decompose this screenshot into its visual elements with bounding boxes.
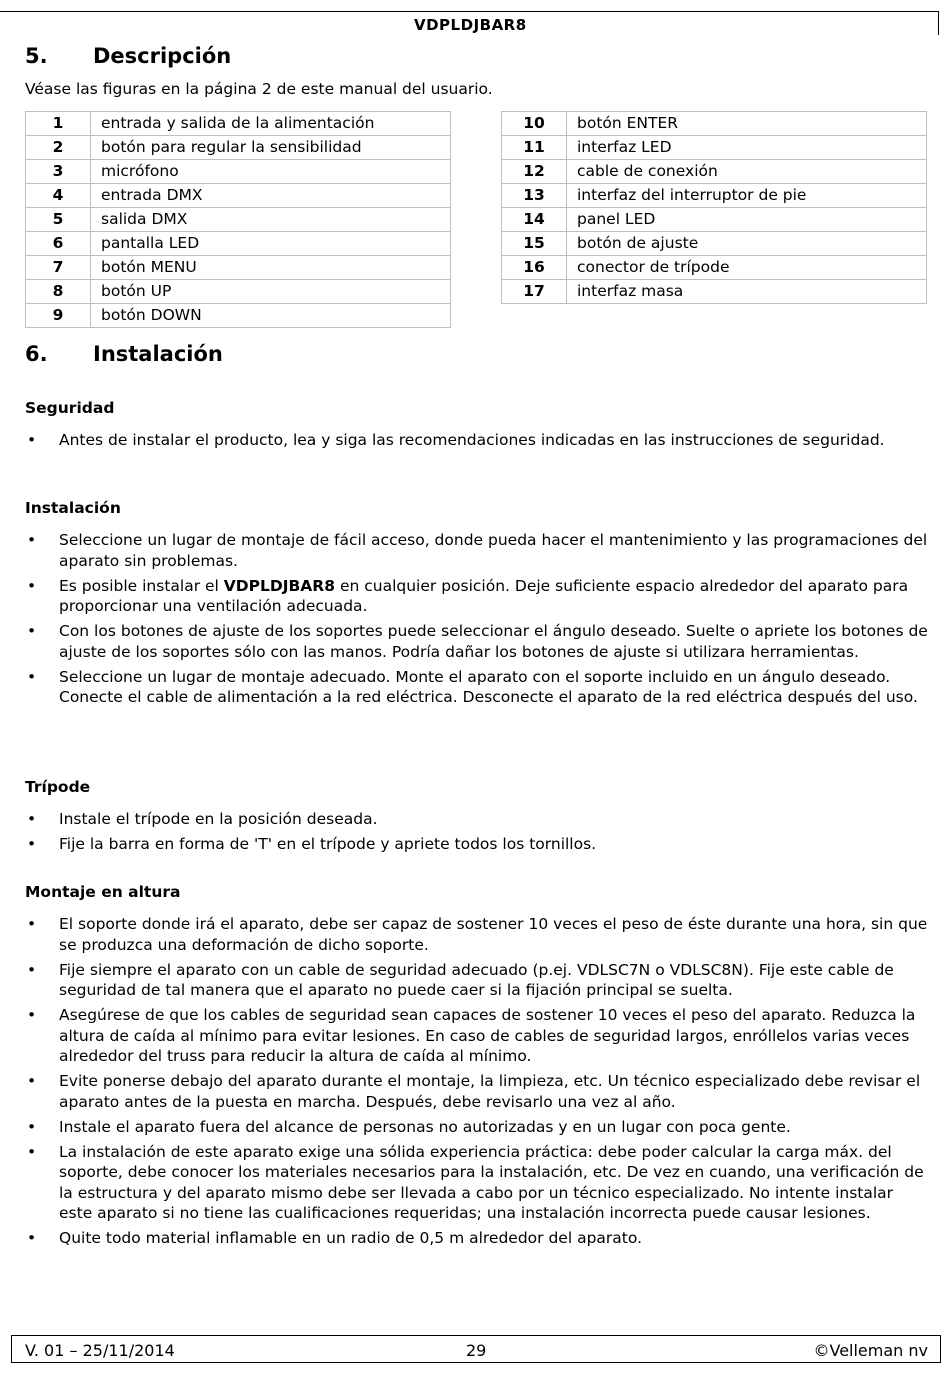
list-item: • Antes de instalar el producto, lea y siga las recomendaciones indicadas en las instrucciones de seguridad.: [25, 430, 930, 451]
part-label: cable de conexión: [567, 160, 927, 184]
page-number: 29: [466, 1341, 487, 1360]
part-number: 1: [26, 112, 91, 136]
table-row: [26, 208, 451, 232]
part-number: 8: [26, 280, 91, 304]
table-row: [26, 136, 451, 160]
part-label: entrada y salida de la alimentación: [91, 112, 451, 136]
part-number: 15: [502, 232, 567, 256]
section-5-intro: Véase las figuras en la página 2 de este manual del usuario.: [25, 80, 493, 98]
part-number: 14: [502, 208, 567, 232]
list-item: • Evite ponerse debajo del aparato durante el montaje, la limpieza, etc. Un técnico especializado debe revisar el aparato antes de la puesta en marcha. Después, debe revisarlo una vez al año.: [25, 1071, 930, 1112]
section-5-number: 5.: [25, 44, 48, 68]
table-row: [502, 160, 927, 184]
part-number: 6: [26, 232, 91, 256]
list-item: • Instale el trípode en la posición deseada.: [25, 809, 930, 830]
part-number: 3: [26, 160, 91, 184]
page-footer: [11, 1335, 941, 1363]
table-row: [26, 232, 451, 256]
part-label: botón de ajuste: [567, 232, 927, 256]
part-label: interfaz masa: [567, 280, 927, 304]
footer-version: V. 01 – 25/11/2014: [25, 1341, 175, 1360]
table-row: [502, 112, 927, 136]
section-5-heading: [25, 44, 231, 68]
table-row: [26, 184, 451, 208]
product-name: VDPLDJBAR8: [223, 576, 336, 595]
table-row: [502, 256, 927, 280]
document-title: VDPLDJBAR8: [414, 16, 527, 34]
list-item: • Instale el aparato fuera del alcance de personas no autorizadas y en un lugar con poca gente.: [25, 1117, 930, 1138]
list-item: • Fije siempre el aparato con un cable de seguridad adecuado (p.ej. VDLSC7N o VDLSC8N). Fije este cable de seguridad de tal manera que el aparato no puede caer si la fijación principal se suelta.: [25, 960, 930, 1001]
table-row: [502, 208, 927, 232]
part-number: 2: [26, 136, 91, 160]
montaje-list: [25, 914, 930, 1253]
table-row: [26, 304, 451, 328]
table-row: [502, 232, 927, 256]
section-6-heading: [25, 342, 223, 366]
part-label: salida DMX: [91, 208, 451, 232]
parts-table-left: [25, 111, 451, 328]
section-6-title: Instalación: [93, 342, 223, 366]
list-item: • Con los botones de ajuste de los soportes puede seleccionar el ángulo deseado. Suelte o apriete los botones de ajuste de los soportes sólo con las manos. Podría dañar los botones de ajuste si utilizara herramientas.: [25, 621, 930, 662]
section-5-title: Descripción: [93, 44, 232, 68]
part-number: 7: [26, 256, 91, 280]
part-label: interfaz LED: [567, 136, 927, 160]
part-label: panel LED: [567, 208, 927, 232]
table-row: [502, 136, 927, 160]
instalacion-list: [25, 530, 930, 712]
table-row: [502, 184, 927, 208]
subheading-montaje: Montaje en altura: [25, 883, 181, 901]
part-label: interfaz del interruptor de pie: [567, 184, 927, 208]
footer-copyright: ©Velleman nv: [813, 1341, 928, 1360]
list-item: [25, 576, 930, 617]
part-label: conector de trípode: [567, 256, 927, 280]
part-label: entrada DMX: [91, 184, 451, 208]
list-item: • Quite todo material inflamable en un radio de 0,5 m alrededor del aparato.: [25, 1228, 930, 1249]
part-number: 4: [26, 184, 91, 208]
part-number: 5: [26, 208, 91, 232]
seguridad-list: [25, 430, 930, 455]
part-number: 10: [502, 112, 567, 136]
list-item: • Seleccione un lugar de montaje adecuado. Monte el aparato con el soporte incluido en un ángulo deseado. Conecte el cable de alimentación a la red eléctrica. Desconecte el aparato de la red eléctrica después del uso.: [25, 667, 930, 708]
part-label: botón MENU: [91, 256, 451, 280]
part-label: botón para regular la sensibilidad: [91, 136, 451, 160]
part-label: botón DOWN: [91, 304, 451, 328]
table-row: [502, 280, 927, 304]
part-number: 17: [502, 280, 567, 304]
part-label: botón ENTER: [567, 112, 927, 136]
part-number: 13: [502, 184, 567, 208]
subheading-seguridad: Seguridad: [25, 399, 115, 417]
list-item: • El soporte donde irá el aparato, debe ser capaz de sostener 10 veces el peso de éste durante una hora, sin que se produzca una deformación de dicho soporte.: [25, 914, 930, 955]
tripode-list: [25, 809, 930, 859]
list-item-text: en cualquier posición. Deje suficiente espacio alrededor del aparato para proporcionar una ventilación adecuada.: [59, 576, 909, 615]
table-row: [26, 160, 451, 184]
part-number: 16: [502, 256, 567, 280]
list-item: • La instalación de este aparato exige una sólida experiencia práctica: debe poder calcular la carga máx. del soporte, debe conocer los materiales necesarios para la instalación, etc. De vez en cuando, una verificación de la estructura y del aparato mismo debe ser llevada a cabo por un técnico especializado. No intente instalar este aparato si no tiene las cualificaciones requeridas; una instalación incorrecta puede causar lesiones.: [25, 1142, 930, 1224]
table-row: [26, 112, 451, 136]
part-label: micrófono: [91, 160, 451, 184]
list-item-text: Es posible instalar el: [59, 576, 224, 595]
table-row: [26, 280, 451, 304]
table-row: [26, 256, 451, 280]
section-6-number: 6.: [25, 342, 48, 366]
parts-table-right: [501, 111, 927, 304]
part-label: botón UP: [91, 280, 451, 304]
list-item: • Fije la barra en forma de 'T' en el trípode y apriete todos los tornillos.: [25, 834, 930, 855]
part-number: 9: [26, 304, 91, 328]
list-item: • Seleccione un lugar de montaje de fácil acceso, donde pueda hacer el mantenimiento y las programaciones del aparato sin problemas.: [25, 530, 930, 571]
part-number: 11: [502, 136, 567, 160]
list-item: • Asegúrese de que los cables de seguridad sean capaces de sostener 10 veces el peso del aparato. Reduzca la altura de caída al mínimo para evitar lesiones. En caso de cables de seguridad largos, enróllelos varias veces alrededor del truss para reducir la altura de caída al mínimo.: [25, 1005, 930, 1067]
part-label: pantalla LED: [91, 232, 451, 256]
part-number: 12: [502, 160, 567, 184]
subheading-instalacion: Instalación: [25, 499, 121, 517]
subheading-tripode: Trípode: [25, 778, 91, 796]
